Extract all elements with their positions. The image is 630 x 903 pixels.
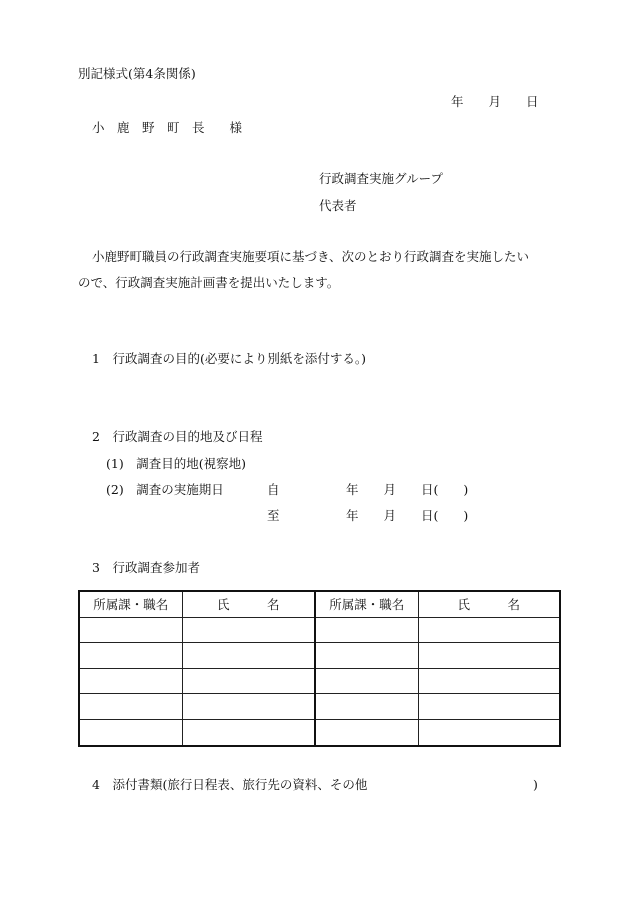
sender-representative: 代表者 (319, 198, 357, 213)
table-cell[interactable] (315, 617, 418, 643)
date-to-label: 至 (267, 508, 280, 523)
table-header-dept-2: 所属課・職名 (315, 591, 418, 617)
table-row (79, 668, 560, 694)
date-to-value: 年 月 日( ) (346, 508, 469, 523)
table-cell[interactable] (79, 617, 182, 643)
table-cell[interactable] (418, 617, 560, 643)
table-header-name-1: 氏 名 (182, 591, 315, 617)
table-cell[interactable] (182, 617, 315, 643)
form-label: 別記様式(第4条関係) (78, 66, 196, 81)
table-cell[interactable] (182, 694, 315, 720)
table-cell[interactable] (79, 668, 182, 694)
table-row (79, 617, 560, 643)
participants-table (78, 590, 561, 747)
intro-line-1: 小鹿野町職員の行政調査実施要項に基づき、次のとおり行政調査を実施したい (92, 249, 530, 264)
table-cell[interactable] (418, 719, 560, 745)
table-cell[interactable] (315, 719, 418, 745)
table-row (79, 694, 560, 720)
table-cell[interactable] (315, 643, 418, 669)
section-1-title: 1 行政調査の目的(必要により別紙を添付する。) (92, 351, 366, 366)
table-cell[interactable] (418, 643, 560, 669)
table-cell[interactable] (418, 668, 560, 694)
table-cell[interactable] (79, 694, 182, 720)
table-cell[interactable] (79, 719, 182, 745)
section-2-title: 2 行政調査の目的地及び日程 (92, 429, 263, 444)
date-line: 年 月 日 (451, 94, 539, 109)
table-cell[interactable] (182, 719, 315, 745)
table-header-name-2: 氏 名 (418, 591, 560, 617)
date-from-label: 自 (267, 482, 280, 497)
date-from-value: 年 月 日( ) (346, 482, 469, 497)
section-4-close-paren: ) (533, 777, 538, 792)
schedule-label: (2) 調査の実施期日 (106, 482, 224, 497)
section-3-title: 3 行政調査参加者 (92, 560, 200, 575)
table-header-row (79, 591, 560, 617)
addressee: 小 鹿 野 町 長 様 (92, 120, 243, 135)
section-4-title: 4 添付書類(旅行日程表、旅行先の資料、その他 (92, 777, 368, 792)
sender-group: 行政調査実施グループ (319, 171, 444, 186)
table-cell[interactable] (315, 694, 418, 720)
table-cell[interactable] (182, 643, 315, 669)
table-cell[interactable] (79, 643, 182, 669)
destination-label: (1) 調査目的地(視察地) (106, 456, 246, 471)
table-header-dept-1: 所属課・職名 (79, 591, 182, 617)
table-cell[interactable] (182, 668, 315, 694)
table-row (79, 719, 560, 745)
table-row (79, 643, 560, 669)
table-cell[interactable] (418, 694, 560, 720)
table-cell[interactable] (315, 668, 418, 694)
intro-line-2: ので、行政調査実施計画書を提出いたします。 (78, 275, 340, 290)
